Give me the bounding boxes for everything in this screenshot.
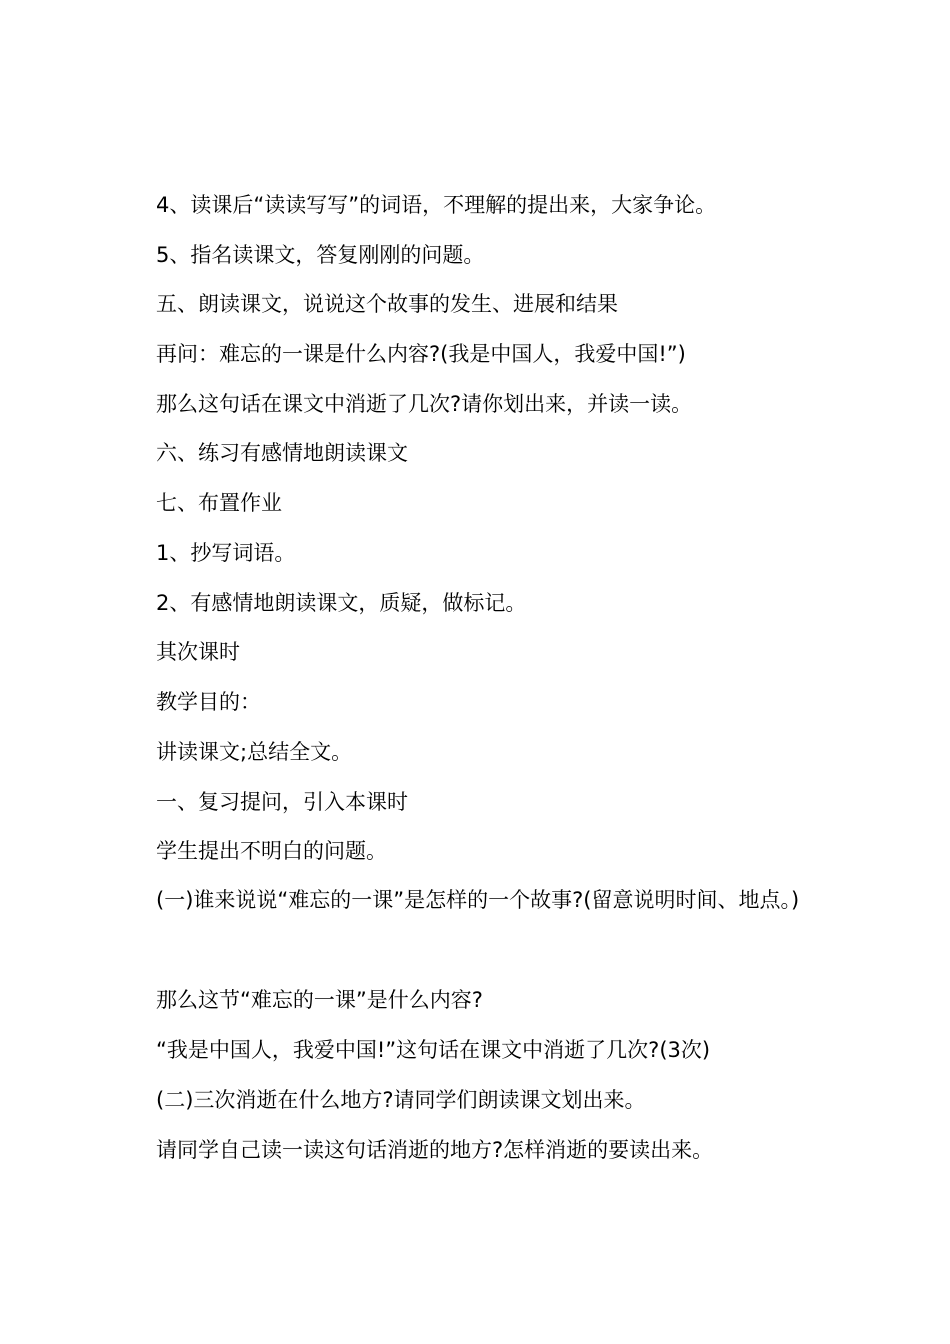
paragraph: 其次课时 <box>156 640 240 664</box>
paragraph: 那么这节“难忘的一课”是什么内容? <box>156 988 483 1012</box>
paragraph: 六、练习有感情地朗读课文 <box>156 441 408 465</box>
paragraph: 学生提出不明白的问题。 <box>156 839 387 863</box>
paragraph: 再问：难忘的一课是什么内容?(我是中国人，我爱中国!”) <box>156 342 686 366</box>
paragraph: “我是中国人，我爱中国!”这句话在课文中消逝了几次?(3次) <box>156 1038 711 1062</box>
paragraph: 5、指名读课文，答复刚刚的问题。 <box>156 243 485 267</box>
paragraph: 1、抄写词语。 <box>156 541 296 565</box>
paragraph: 教学目的： <box>156 690 261 714</box>
paragraph: 七、布置作业 <box>156 491 282 515</box>
paragraph: (二)三次消逝在什么地方?请同学们朗读课文划出来。 <box>156 1088 646 1112</box>
paragraph: 一、复习提问，引入本课时 <box>156 790 408 814</box>
paragraph: 那么这句话在课文中消逝了几次?请你划出来，并读一读。 <box>156 392 693 416</box>
paragraph: (一)谁来说说“难忘的一课”是怎样的一个故事?(留意说明时间、地点。) <box>156 888 800 912</box>
paragraph: 4、读课后“读读写写”的词语，不理解的提出来，大家争论。 <box>156 193 717 217</box>
paragraph: 2、有感情地朗读课文，质疑，做标记。 <box>156 591 527 615</box>
paragraph: 五、朗读课文，说说这个故事的发生、进展和结果 <box>156 292 618 316</box>
paragraph: 请同学自己读一读这句话消逝的地方?怎样消逝的要读出来。 <box>156 1138 714 1162</box>
paragraph: 讲读课文;总结全文。 <box>156 740 353 764</box>
